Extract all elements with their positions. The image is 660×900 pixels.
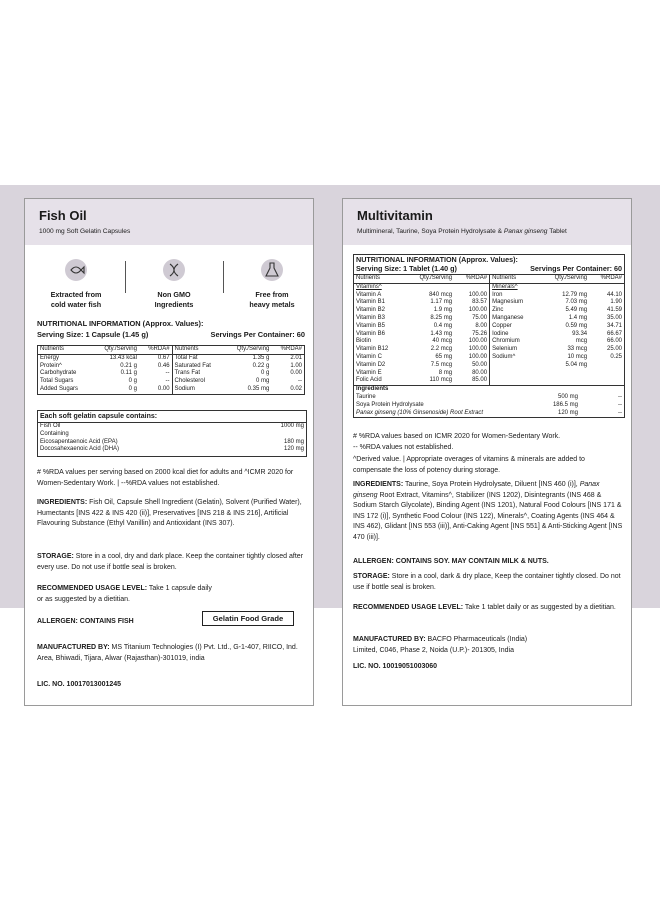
table-row: Vitamin A 840 mcg 100.00 Iron 12.79 mg 44.10 [356,291,622,298]
ingredients: INGREDIENTS: Fish Oil, Capsule Shell Ingredient (Gelatin), Solvent (Purified Water), Humectants [INS 422 & INS 420 (ii)], Preservatives [INS 218 & INS 216], Artificial Flavouring Substance (Ethyl Vanillin) and Antioxidant (INS 307). [37,499,302,527]
table-row: Eicosapentaenoic Acid (EPA) 180 mg [40,438,304,445]
table-row: Containing [40,430,69,437]
product-title: Multivitamin [357,208,433,223]
nutrition-heading: NUTRITIONAL INFORMATION (Approx. Values): [356,255,518,264]
manufacturer: MANUFACTURED BY: BACFO Pharmaceuticals (India) Limited, C046, Phase 2, Noida (U.P.)- 201305, India [353,636,528,654]
flask-icon [261,259,283,281]
table-row: Vitamins^ Minerals^ [356,283,518,290]
table-row: Added Sugars 0 g 0.00 Sodium 0.35 mg 0.02 [38,386,305,394]
capsule-table [38,423,306,454]
table-row: Soya Protein Hydrolysate 186.5 mg -- [356,401,622,408]
rda-note: # %RDA values based on ICMR 2020 for Women-Sedentary Work. [353,433,561,440]
table-header: %RDA# [600,275,622,281]
usage-level: RECOMMENDED USAGE LEVEL: Take 1 capsule daily or as suggested by a dietitian. [37,585,212,603]
ingredients-table [354,385,624,417]
icon-divider [125,261,126,293]
fish-icon [65,259,87,281]
servings-per-container: Servings Per Container: 60 [530,264,622,273]
table-row: Carbohydrate 0.11 g -- Trans Fat 0 g 0.00 [40,370,302,377]
nutrition-heading: NUTRITIONAL INFORMATION (Approx. Values): [37,319,204,328]
rda-note: # %RDA values per serving based on 2000 kcal diet for adults and ^ICMR 2020 for Women-Sedentary Work. | --%RDA values not established. [37,469,294,487]
table-row: Vitamin B1 1.17 mg 83.57 Magnesium 7.03 mg 1.90 [356,299,622,306]
capsule-contents-box [37,410,307,457]
table-header: Nutrients [356,275,381,281]
icon-caption: Non GMO Ingredients [154,290,194,309]
capsule-heading: Each soft gelatin capsule contains: [38,412,306,423]
table-row: Total Sugars 0 g -- Cholesterol 0 mg -- [40,378,302,385]
product-subtitle: Multimineral, Taurine, Soya Protein Hydrolysate & Panax ginseng Tablet [357,228,567,235]
table-header: %RDA# [454,275,490,284]
usage-level: RECOMMENDED USAGE LEVEL: Take 1 tablet daily or as suggested by a dietitian. [353,604,616,611]
table-header: %RDA# [139,346,172,355]
table-row: Vitamin B5 0.4 mg 8.00 Copper 0.59 mg 34.71 [356,322,622,329]
fish-oil-label-panel [24,198,314,706]
ingredients: INGREDIENTS: Taurine, Soya Protein Hydrolysate, Diluent [INS 460 (i)], Panax ginseng Root Extract, Vitamins^, Stabilizer (INS 1202), Disintegrants (INS 468 & Sodium Starch Glycolate), Binding Agent (INS 1201), Natural Food Colours [INS 171 & INS 172 (i)], Synthetic Food Colour (INS 122), Minerals^, Coating Agents (INS 464 & INS 462), Glidant [INS 553 (iii)], Anti-Caking Agent [INS 551] & Anti-Sticking Agent [INS 470 (iii)]. [353,481,623,541]
table-row: Vitamin D2 7.5 mcg 50.00 5.04 mg [356,361,588,368]
icon-divider [223,261,224,293]
license-number: LIC. NO. 10017013001245 [37,681,122,688]
table-row: Vitamin B3 8.25 mg 75.00 Manganese 1.4 mg 35.00 [356,314,622,321]
nutrition-box [353,254,625,418]
allergen: ALLERGEN: CONTAINS FISH [37,618,134,625]
table-header: Ingredients [356,386,389,393]
serving-row [354,264,624,274]
dna-icon [163,259,185,281]
fish-oil-header [25,199,313,245]
serving-size: Serving Size: 1 Tablet (1.40 g) [356,264,457,273]
table-row: Biotin 40 mcg 100.00 Chromium mcg 66.00 [356,338,622,345]
table-header: Qty./Serving [104,346,137,352]
table-row: Vitamin B6 1.43 mg 75.26 Iodine 93.34 66.67 [356,330,622,337]
serving-size: Serving Size: 1 Capsule (1.45 g) [37,330,149,339]
multivitamin-label-panel [342,198,632,706]
allergen: ALLERGEN: CONTAINS SOY. MAY CONTAIN MILK & NUTS. [353,558,549,565]
nutrition-table [354,274,624,385]
servings-per-container: Servings Per Container: 60 [210,330,305,339]
table-header: %RDA# [280,346,302,352]
table-row: Vitamin B2 1.9 mg 100.00 Zinc 5.49 mg 41.59 [356,307,622,314]
nutrition-table [37,345,305,395]
table-row: Vitamin B12 2.2 mcg 100.00 Selenium 33 mcg 25.00 [356,346,622,353]
product-title: Fish Oil [39,208,87,223]
rda-note: ^Derived value. | Appropriate overages of vitamins & minerals are added to compensate the loss of potency during storage. [353,456,585,474]
storage: STORAGE: Store in a cool, dark & dry place, Keep the container tightly closed. Do not use if bottle seal is broken. [353,573,621,591]
table-row: Fish Oil 1000 mg [40,423,304,429]
table-row: Folic Acid 110 mcg 85.00 [354,377,624,385]
table-row: Protein^ 0.21 g 0.46 Saturated Fat 0.22 g 1.00 [40,362,302,369]
storage: STORAGE: Store in a cool, dry and dark place. Keep the container tightly closed after every use. Do not use if bottle seal is broken. [37,553,304,571]
table-row: Docosahexaenoic Acid (DHA) 120 mg [40,446,304,453]
table-header: Qty./Serving [554,275,588,281]
table-row: Taurine 500 mg -- [356,393,622,400]
manufacturer: MANUFACTURED BY: MS Titanium Technologies (I) Pvt. Ltd., G-1-407, RIICO, Ind. Area, Bhiwadi, Tijara, Alwar (Rajasthan)-301019, india [37,644,298,662]
gelatin-badge: Gelatin Food Grade [202,611,294,626]
table-row: Vitamin E 8 mg 80.00 [354,370,624,378]
license-number: LIC. NO. 10019051003060 [353,663,438,670]
table-header: Nutrients [174,346,199,352]
icon-caption: Free from heavy metals [249,290,295,309]
table-header: Nutrients [40,346,65,352]
table-header: Qty./Serving [236,346,270,352]
icon-caption: Extracted from cold water fish [50,290,102,309]
product-subtitle: 1000 mg Soft Gelatin Capsules [39,228,131,235]
table-row: Panax ginseng (10% Ginsenoside) Root Extract 120 mg -- [356,409,622,416]
table-header: Nutrients [492,275,517,281]
table-header: Qty./Serving [419,275,453,281]
multivitamin-header [343,199,631,245]
table-row: Vitamin C 65 mg 100.00 Sodium^ 10 mcg 0.25 [356,353,622,360]
rda-note: -- %RDA values not established. [353,444,454,451]
table-row: Energy 13.43 kcal 0.67 Total Fat 1.35 g 2.01 [40,354,302,361]
